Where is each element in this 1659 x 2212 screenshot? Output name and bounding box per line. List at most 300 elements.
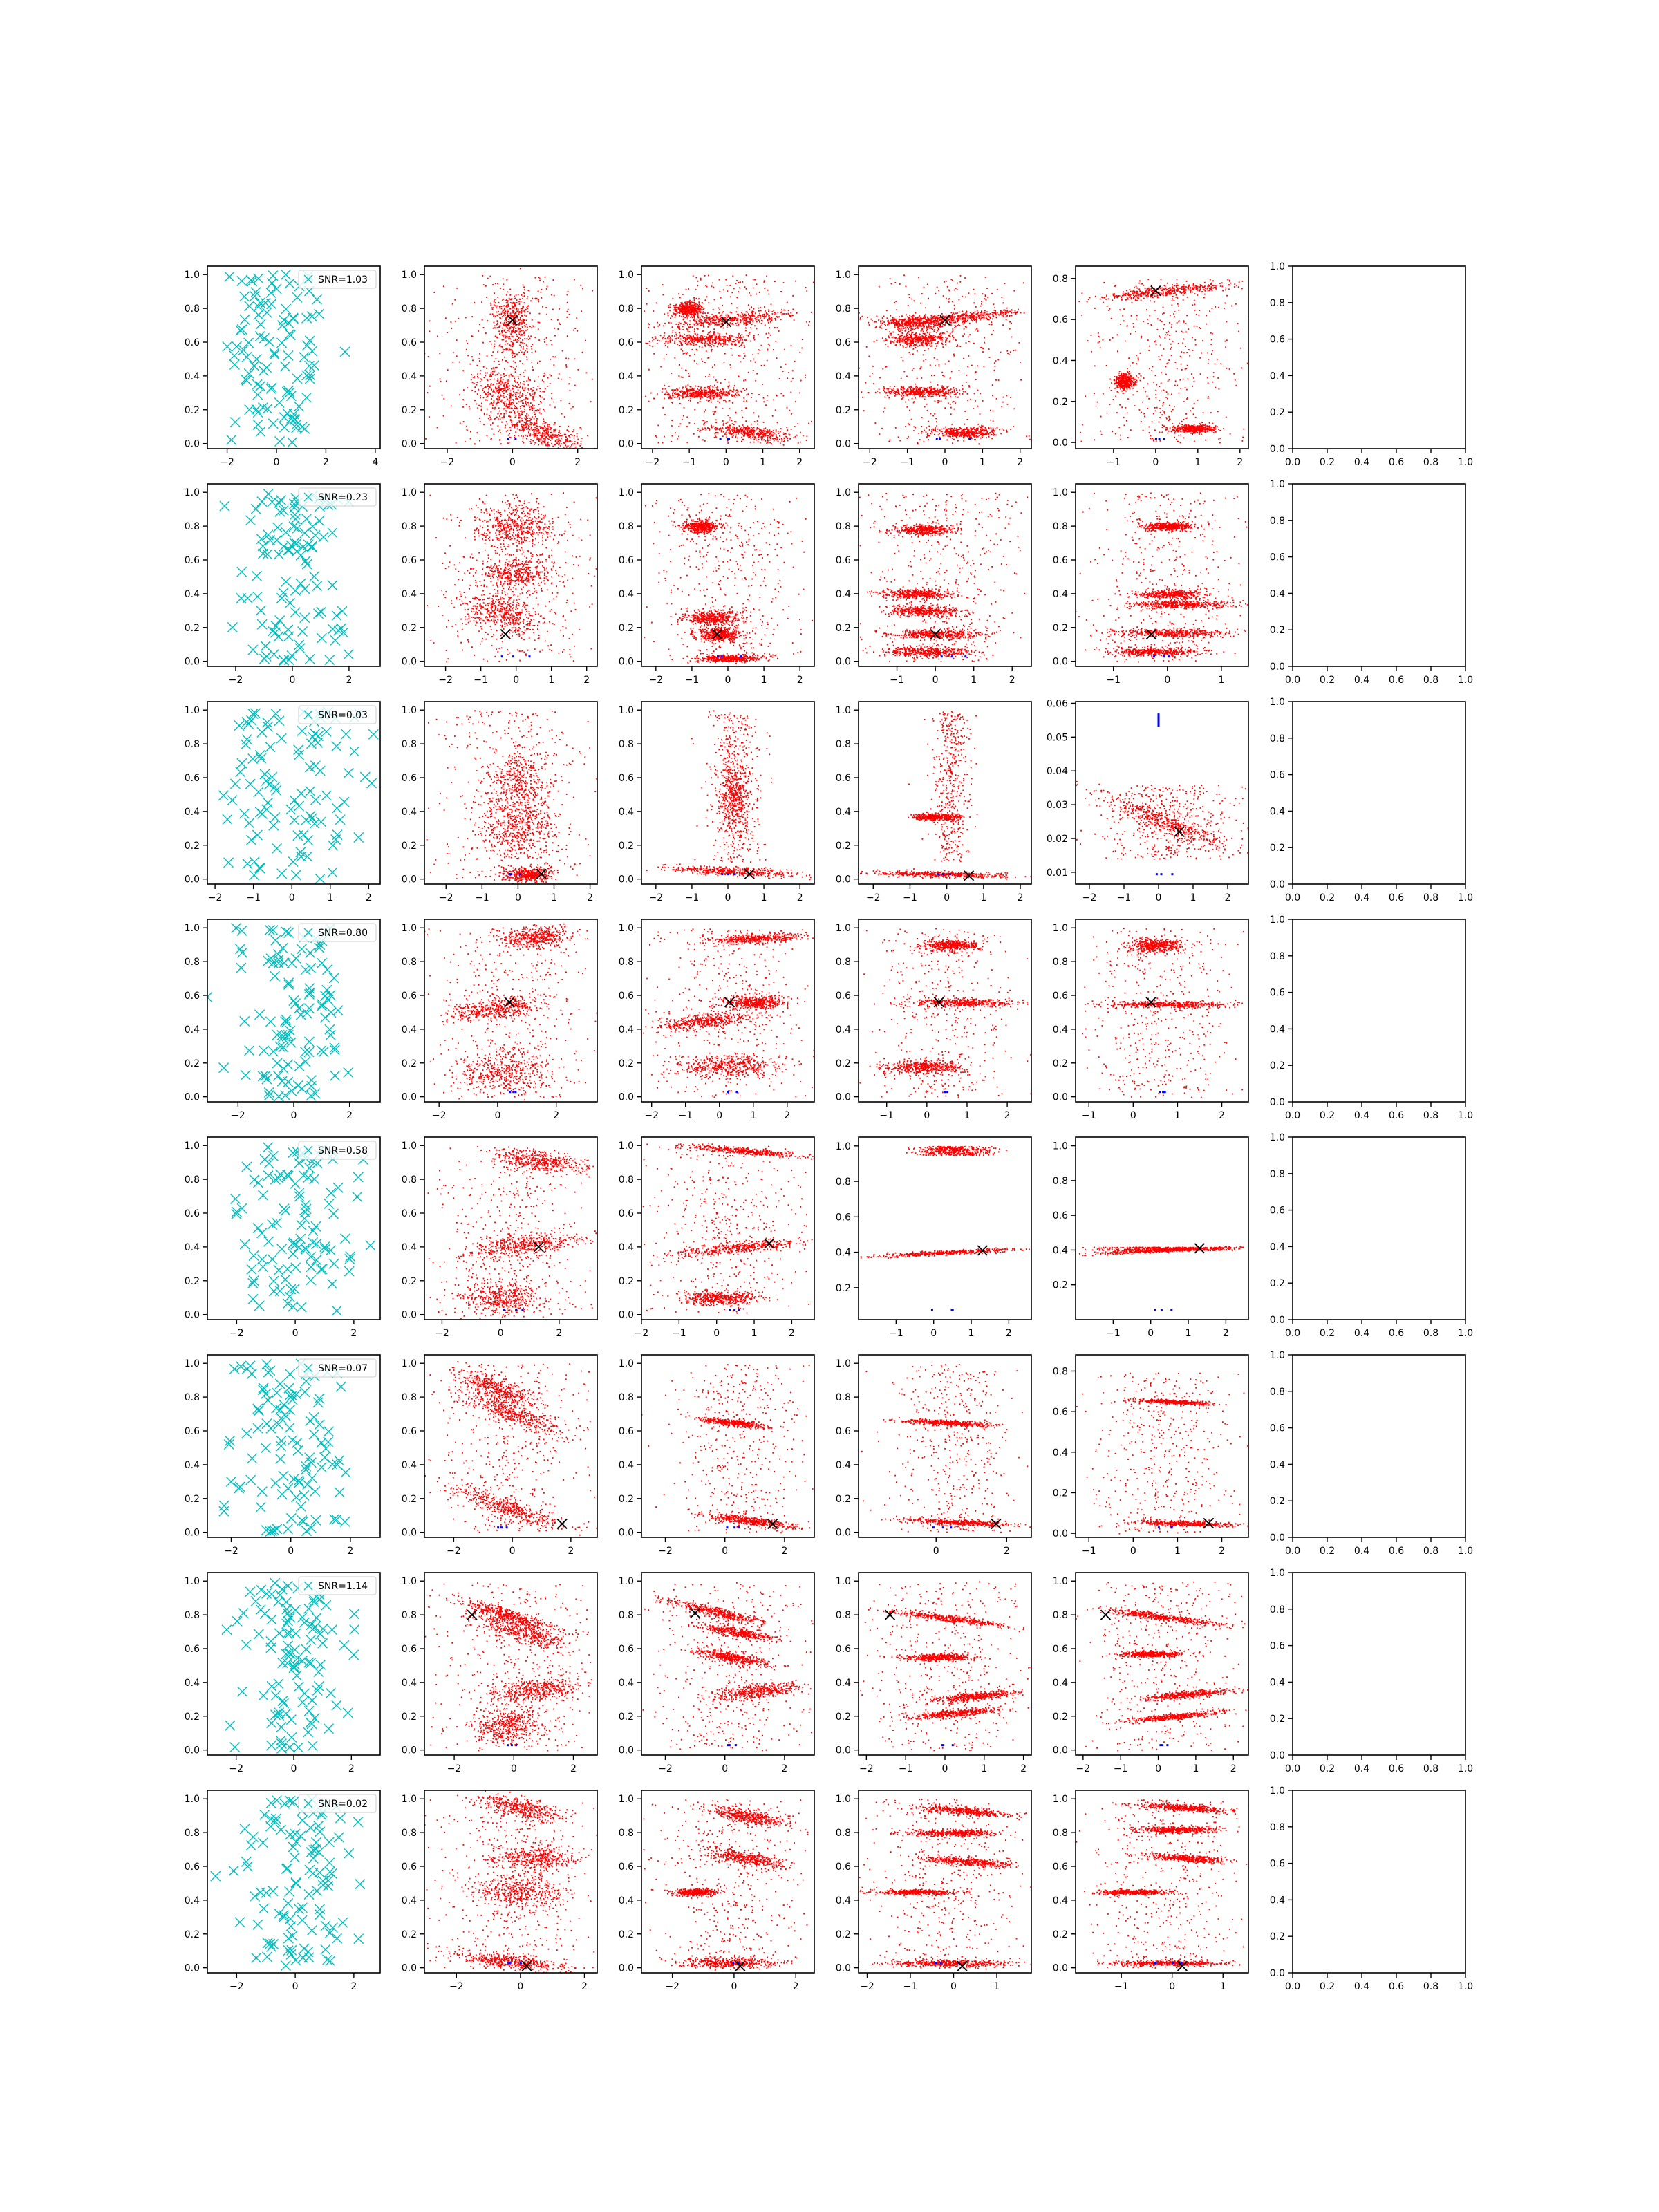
x-tick-label: 1 [327,892,334,903]
x-tick-label: 0 [288,1546,294,1557]
accent-point [509,873,511,875]
x-tick-label: 0.4 [1353,1328,1370,1339]
y-tick-label: 1.0 [618,705,634,717]
legend-label: SNR=0.58 [318,1145,368,1156]
x-tick-label: −2 [440,457,455,468]
y-tick-label: 0.0 [835,1527,851,1539]
x-tick-label: 0.4 [1353,675,1370,686]
y-tick-label: 0.8 [1052,1175,1068,1187]
y-tick-label: 0.4 [401,1459,417,1471]
y-tick-label: 0.2 [618,622,634,634]
accent-point [1161,1744,1163,1746]
y-tick-label: 0.6 [184,1862,200,1873]
x-tick-label: −1 [246,892,261,903]
accent-point [514,438,516,440]
accent-point [964,655,966,657]
y-tick-label: 0.4 [1052,1895,1068,1906]
x-tick-label: 0 [724,675,731,686]
legend [299,270,376,288]
x-tick-label: 2 [1020,1763,1027,1774]
y-tick-label: 0.2 [401,840,417,852]
x-tick-label: 0.2 [1319,1981,1335,1992]
y-tick-label: 0.6 [184,555,200,566]
y-tick-label: 0.0 [1269,1750,1285,1761]
y-tick-label: 1.0 [1269,1785,1285,1797]
x-tick-label: 0 [1169,1981,1176,1992]
y-tick-label: 0.6 [835,1212,851,1224]
y-tick-label: 0.0 [1052,1528,1068,1540]
x-tick-label: 0.4 [1353,892,1370,903]
x-tick-label: 0.2 [1319,1546,1335,1557]
x-tick-label: −1 [1081,1546,1096,1557]
y-tick-label: 0.4 [184,1459,200,1471]
legend-label: SNR=0.07 [318,1363,368,1374]
accent-point [951,655,953,657]
y-tick-label: 0.06 [1046,698,1068,710]
y-tick-label: 0.4 [184,1241,200,1253]
x-tick-label: 2 [1224,892,1231,903]
x-tick-label: 0.2 [1319,675,1335,686]
y-tick-label: 0.2 [1052,1488,1068,1499]
y-tick-label: 0.0 [835,874,851,885]
y-tick-label: 0.6 [401,1208,417,1219]
x-tick-label: 0 [932,675,939,686]
x-tick-label: 1 [1174,1110,1181,1121]
accent-point [717,655,719,657]
y-tick-label: 0.4 [401,1241,417,1253]
y-tick-label: 0.6 [835,1862,851,1873]
y-tick-label: 0.6 [618,991,634,1002]
y-tick-label: 0.4 [1269,1459,1285,1471]
accent-point [733,1309,735,1311]
x-tick-label: 2 [796,892,803,903]
x-tick-label: −2 [447,1763,462,1774]
y-tick-label: 1.0 [1269,1132,1285,1143]
y-tick-label: 1.0 [618,1141,634,1152]
y-tick-label: 0.2 [401,1711,417,1723]
y-tick-label: 0.8 [618,1174,634,1186]
x-tick-label: −1 [898,1763,913,1774]
x-tick-label: 0.0 [1284,1110,1301,1121]
y-tick-label: 0.8 [184,303,200,315]
y-tick-label: 0.0 [184,438,200,450]
y-tick-label: 0.0 [618,1091,634,1103]
y-tick-label: 0.2 [1269,843,1285,854]
y-tick-label: 0.2 [401,1493,417,1505]
x-tick-label: 0.4 [1353,457,1370,468]
y-tick-label: 0.4 [835,371,851,382]
accent-point [1158,1526,1160,1528]
accent-point [1166,1744,1168,1746]
x-tick-label: 2 [796,675,803,686]
x-tick-label: −2 [447,1546,461,1557]
y-tick-label: 0.8 [1052,521,1068,533]
x-tick-label: 0.4 [1353,1110,1370,1121]
x-tick-label: 1 [981,1763,988,1774]
y-tick-label: 1.0 [401,923,417,935]
y-tick-label: 1.0 [184,1141,200,1152]
y-tick-label: 0.2 [1052,1711,1068,1723]
y-tick-label: 1.0 [618,487,634,499]
accent-point [942,873,944,875]
accent-point [720,655,722,657]
y-tick-label: 1.0 [184,1576,200,1588]
x-tick-label: 0.2 [1319,1328,1335,1339]
x-tick-label: 0.6 [1388,1763,1405,1774]
legend [299,1794,376,1812]
y-tick-label: 0.0 [618,438,634,450]
x-tick-label: 0 [290,1763,297,1774]
legend [299,1141,376,1159]
y-tick-label: 0.2 [835,1282,851,1294]
x-tick-label: 1 [760,675,767,686]
y-tick-label: 0.03 [1046,800,1068,812]
y-tick-label: 0.0 [1052,1745,1068,1756]
x-tick-label: 0.0 [1284,1546,1301,1557]
x-tick-label: 0 [930,1328,937,1339]
y-tick-label: 0.4 [835,588,851,600]
y-tick-label: 1.0 [184,487,200,499]
y-tick-label: 0.4 [1052,1245,1068,1257]
y-tick-label: 0.4 [1052,588,1068,600]
x-tick-label: −1 [1106,1328,1121,1339]
y-tick-label: 0.6 [1269,552,1285,563]
x-tick-label: 0.2 [1319,1110,1335,1121]
y-tick-label: 0.8 [184,957,200,968]
x-tick-label: 1 [760,892,767,903]
x-tick-label: −2 [207,892,223,903]
y-tick-label: 1.0 [835,270,851,281]
y-tick-label: 1.0 [1052,1576,1068,1588]
y-tick-label: 0.2 [1052,622,1068,634]
y-tick-label: 0.6 [1269,769,1285,781]
x-tick-label: 0 [517,1981,524,1992]
accent-point [1168,655,1170,657]
x-tick-label: 1 [1218,675,1225,686]
y-tick-label: 0.4 [401,1024,417,1035]
y-tick-label: 1.0 [184,1794,200,1806]
y-tick-label: 0.4 [618,1024,634,1035]
y-tick-label: 0.8 [184,1392,200,1404]
x-tick-label: 2 [1017,892,1024,903]
x-tick-label: 0 [497,1328,504,1339]
y-tick-label: 0.4 [1052,1024,1068,1035]
accent-point [1159,1744,1161,1746]
y-tick-label: 1.0 [184,923,200,935]
y-tick-label: 1.0 [1269,479,1285,490]
x-tick-label: 1 [968,1328,975,1339]
x-tick-label: −2 [224,1546,238,1557]
x-tick-label: 0 [713,1328,720,1339]
accent-point [936,438,938,440]
y-tick-label: 0.8 [1052,273,1068,285]
accent-point [727,873,729,875]
x-tick-label: 0.8 [1423,1110,1439,1121]
x-tick-label: 1 [548,675,555,686]
x-tick-label: −1 [682,457,697,468]
x-tick-label: 2 [1009,675,1015,686]
accent-point [729,1309,731,1311]
y-tick-label: 0.2 [1269,1931,1285,1943]
y-tick-label: 1.0 [618,1358,634,1370]
y-tick-label: 0.6 [1052,555,1068,566]
x-tick-label: −1 [684,892,700,903]
y-tick-label: 0.4 [184,1024,200,1035]
x-tick-label: 1 [971,675,977,686]
x-tick-label: 2 [788,1328,795,1339]
y-tick-label: 1.0 [835,705,851,717]
legend [299,706,376,724]
x-tick-label: 2 [1017,457,1024,468]
y-tick-label: 1.0 [1269,261,1285,272]
x-tick-label: 2 [570,1763,577,1774]
y-tick-label: 0.4 [184,371,200,382]
accent-point [1154,1962,1156,1964]
y-tick-label: 0.8 [1052,957,1068,968]
accent-point [501,655,503,657]
y-tick-label: 0.8 [184,1610,200,1622]
x-tick-label: 2 [346,1110,353,1121]
accent-point [949,873,951,875]
y-tick-label: 1.0 [835,1576,851,1588]
accent-point [1162,1091,1164,1093]
y-tick-label: 0.2 [401,1275,417,1287]
y-tick-label: 0.0 [835,656,851,668]
x-tick-label: −1 [1116,892,1132,903]
y-tick-label: 0.0 [1052,1962,1068,1974]
accent-point [932,1526,935,1528]
accent-point [511,1744,513,1746]
x-tick-label: 2 [781,1546,788,1557]
x-tick-label: −2 [1082,892,1097,903]
y-tick-label: 1.0 [618,1576,634,1588]
y-tick-label: 0.4 [184,1895,200,1906]
y-tick-label: 0.6 [618,1426,634,1437]
y-tick-label: 0.4 [1269,806,1285,818]
x-tick-label: −2 [862,457,877,468]
y-tick-label: 0.0 [184,656,200,668]
x-tick-label: 2 [350,1981,357,1992]
x-tick-label: 0 [510,1763,517,1774]
accent-point [1155,438,1157,440]
y-tick-label: 0.4 [401,371,417,382]
x-tick-label: 0.8 [1423,1981,1439,1992]
y-tick-label: 0.0 [401,1309,417,1321]
accent-point [727,1091,729,1093]
y-tick-label: 0.8 [835,957,851,968]
y-tick-label: 0.2 [618,1711,634,1723]
x-tick-label: −1 [903,892,917,903]
legend [299,924,376,941]
x-tick-label: 2 [1230,1763,1237,1774]
x-tick-label: 2 [796,457,803,468]
x-tick-label: −2 [648,675,664,686]
y-tick-label: 0.2 [401,622,417,634]
accent-point [931,1309,933,1311]
y-tick-label: 1.0 [1269,697,1285,708]
y-tick-label: 0.2 [1269,1714,1285,1725]
x-tick-label: 0 [941,457,948,468]
y-tick-label: 0.8 [618,521,634,533]
y-tick-label: 0.0 [618,1527,634,1539]
y-tick-label: 0.4 [618,588,634,600]
accent-point [729,1744,731,1746]
x-tick-label: 0 [1152,457,1159,468]
y-tick-label: 0.2 [184,622,200,634]
y-tick-label: 0.0 [401,1745,417,1756]
y-tick-label: 0.4 [184,806,200,818]
y-tick-label: 0.4 [184,1677,200,1689]
x-tick-label: −2 [231,1110,245,1121]
accent-point [1163,655,1165,657]
y-tick-label: 0.04 [1046,766,1068,778]
x-tick-label: 1 [964,1110,971,1121]
accent-point [941,655,943,657]
y-tick-label: 1.0 [184,270,200,281]
x-tick-label: 0 [724,892,731,903]
y-tick-label: 0.4 [835,1459,851,1471]
x-tick-label: −2 [435,1328,449,1339]
x-tick-label: 0 [1147,1328,1154,1339]
y-tick-label: 0.0 [1052,438,1068,449]
x-tick-label: 0 [722,1546,729,1557]
x-tick-label: 2 [568,1546,574,1557]
y-tick-label: 0.8 [401,1828,417,1839]
x-tick-label: −1 [678,1110,693,1121]
y-tick-label: 0.6 [618,1644,634,1655]
x-tick-label: 1 [979,457,986,468]
accent-point [738,1526,740,1528]
y-tick-label: 0.4 [1052,355,1068,367]
x-tick-label: 0.8 [1423,892,1439,903]
y-tick-label: 0.2 [618,1275,634,1287]
y-tick-label: 0.6 [401,337,417,348]
y-tick-label: 0.8 [835,1828,851,1839]
y-tick-label: 0.0 [184,1962,200,1974]
x-tick-label: 1.0 [1457,675,1474,686]
y-tick-label: 1.0 [835,923,851,935]
x-tick-label: 0.0 [1284,1328,1301,1339]
y-tick-label: 0.6 [1269,1423,1285,1434]
y-tick-label: 0.6 [184,1644,200,1655]
accent-point [507,1744,509,1746]
y-tick-label: 0.8 [1269,1386,1285,1398]
y-tick-label: 0.4 [835,1247,851,1259]
accent-point [1154,1309,1156,1311]
x-tick-label: 1 [1174,1546,1181,1557]
y-tick-label: 1.0 [835,1358,851,1370]
x-tick-label: 0 [1155,1763,1162,1774]
x-tick-label: −1 [684,675,700,686]
y-tick-label: 0.8 [1052,1366,1068,1378]
accent-point [935,1962,937,1964]
x-tick-label: 2 [1003,1546,1010,1557]
y-tick-label: 0.0 [184,874,200,885]
y-tick-label: 0.8 [401,1174,417,1186]
y-tick-label: 1.0 [835,1794,851,1806]
accent-point [952,1309,954,1311]
y-tick-label: 0.4 [1269,1895,1285,1906]
x-tick-label: −2 [449,1981,464,1992]
x-tick-label: −2 [634,1328,649,1339]
accent-point [937,873,939,875]
y-tick-label: 0.6 [1052,1862,1068,1873]
x-tick-label: −1 [879,1110,894,1121]
accent-point [507,1962,509,1964]
y-tick-label: 0.8 [618,1828,634,1839]
x-tick-label: −2 [658,1546,673,1557]
y-tick-label: 0.2 [184,1275,200,1287]
legend-label: SNR=1.14 [318,1581,368,1592]
y-tick-label: 0.0 [184,1091,200,1103]
y-tick-label: 0.8 [401,1392,417,1404]
x-tick-label: −2 [229,1763,243,1774]
y-tick-label: 0.4 [401,1677,417,1689]
y-tick-label: 0.6 [184,773,200,784]
y-tick-label: 0.4 [835,1895,851,1906]
x-tick-label: −2 [438,675,453,686]
y-tick-label: 0.4 [1052,1677,1068,1689]
y-tick-label: 0.2 [835,1711,851,1723]
x-tick-label: 2 [781,1763,788,1774]
x-tick-label: −2 [658,1763,673,1774]
accent-point [1159,438,1161,440]
y-tick-label: 0.2 [1269,1060,1285,1072]
x-tick-label: 1 [1192,1763,1199,1774]
x-tick-label: 0.4 [1353,1546,1370,1557]
y-tick-label: 0.2 [184,840,200,852]
accent-point [1159,1091,1161,1093]
y-tick-label: 0.6 [184,991,200,1002]
accent-point [734,873,736,875]
y-tick-label: 0.2 [835,1929,851,1940]
y-tick-label: 0.8 [835,303,851,315]
x-tick-label: 1 [551,892,557,903]
x-tick-label: 0 [722,1763,729,1774]
x-tick-label: 1 [1185,1328,1192,1339]
accent-point [1161,1309,1163,1311]
y-tick-label: 0.8 [1052,1610,1068,1622]
accent-point [740,655,742,657]
x-tick-label: 0.6 [1388,1328,1405,1339]
y-tick-label: 0.0 [184,1309,200,1321]
x-tick-label: 0 [513,675,520,686]
x-tick-label: 0.6 [1388,457,1405,468]
x-tick-label: 2 [784,1110,791,1121]
y-tick-label: 1.0 [618,923,634,935]
accent-point [940,1962,942,1964]
x-tick-label: 0.8 [1423,1546,1439,1557]
y-tick-label: 0.4 [401,806,417,818]
y-tick-label: 0.4 [618,371,634,382]
y-tick-label: 0.8 [1269,1604,1285,1615]
x-tick-label: 0.2 [1319,457,1335,468]
y-tick-label: 0.2 [835,840,851,852]
y-tick-label: 0.8 [184,1174,200,1186]
legend-label: SNR=0.80 [318,928,368,939]
x-tick-label: 0.8 [1423,1328,1439,1339]
x-tick-label: 2 [322,457,329,468]
accent-point [735,1091,738,1093]
accent-point [1163,438,1165,440]
y-tick-label: 0.6 [618,555,634,566]
y-tick-label: 0.0 [1269,1097,1285,1108]
x-tick-label: 0 [1155,892,1162,903]
x-tick-label: −1 [474,675,488,686]
accent-point [520,1962,522,1964]
x-tick-label: 2 [574,457,581,468]
y-tick-label: 1.0 [401,705,417,717]
